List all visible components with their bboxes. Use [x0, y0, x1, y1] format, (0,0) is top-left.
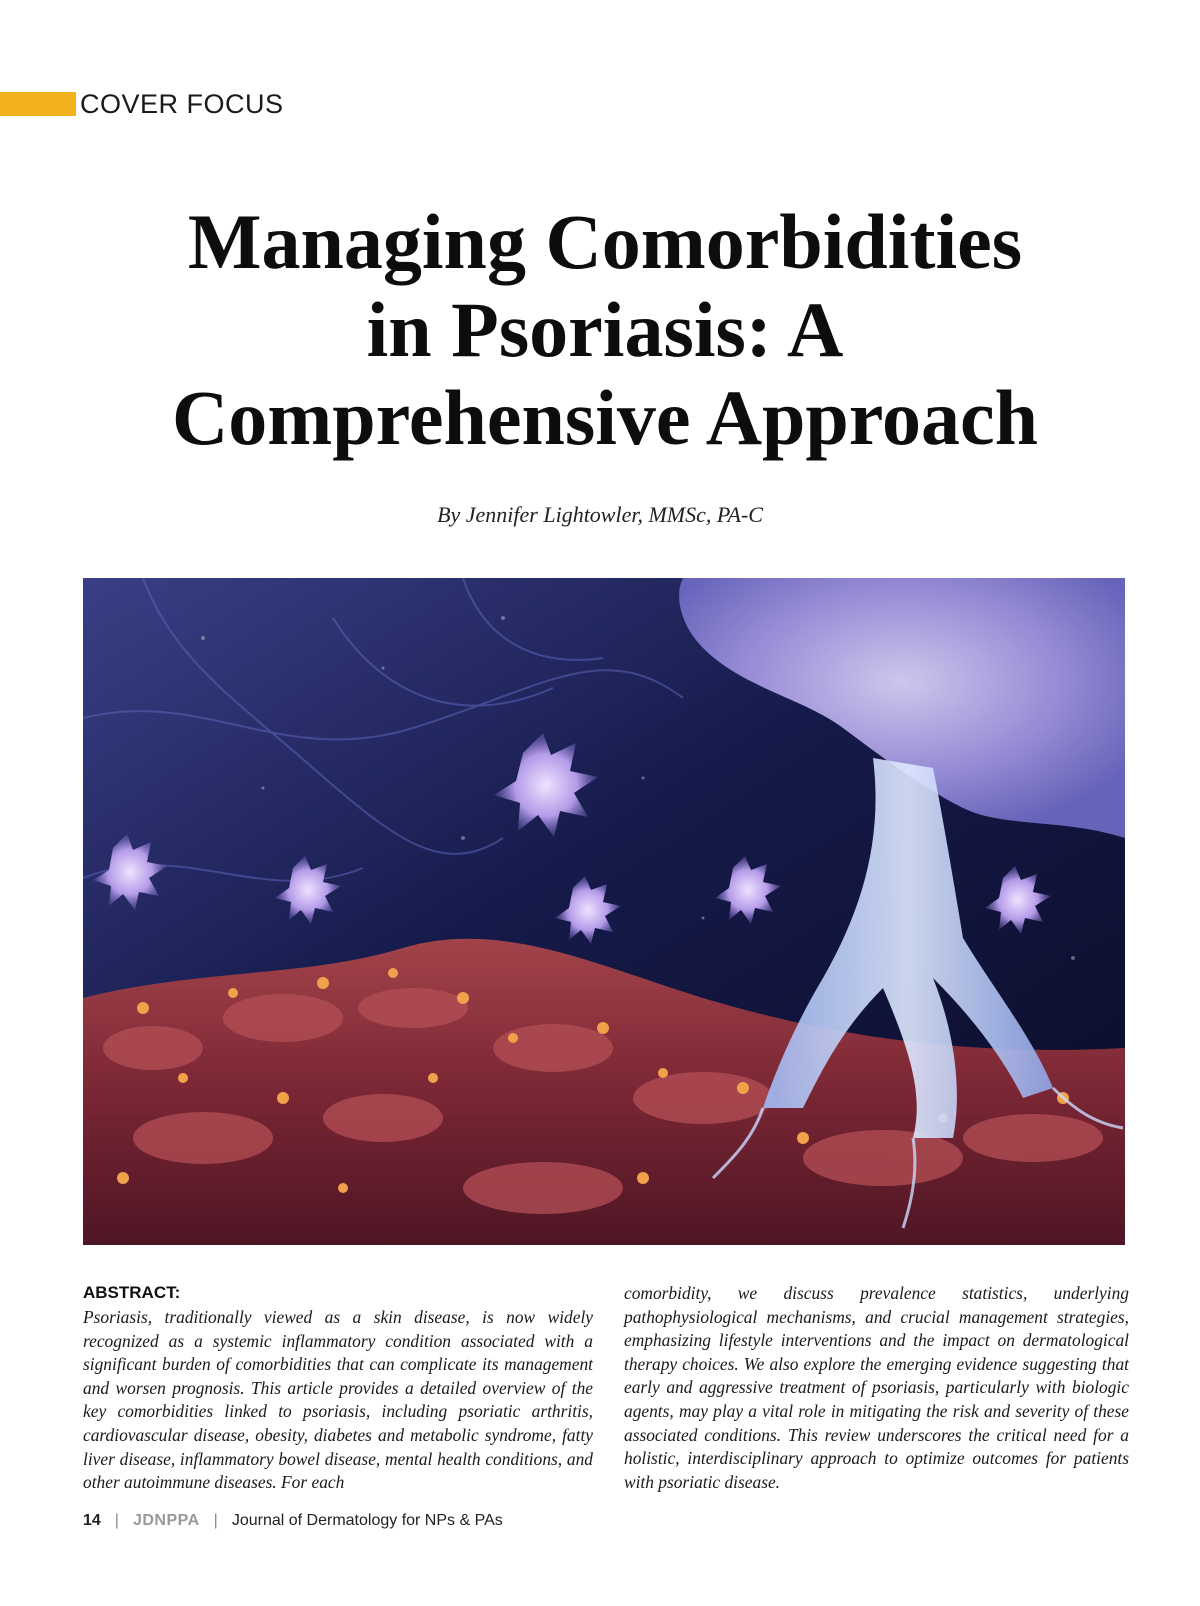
journal-abbreviation: JDNPPA: [132, 1512, 200, 1529]
page-footer: [83, 1512, 503, 1530]
title-line: Comprehensive Approach: [171, 374, 1039, 461]
hero-image: [83, 578, 1125, 1245]
journal-name: Journal of Dermatology for NPs & PAs: [231, 1512, 503, 1529]
hero-illustration: [83, 578, 1125, 1245]
section-label: COVER FOCUS: [80, 89, 284, 119]
title-line: Managing Comorbidities: [187, 198, 1023, 285]
section-accent-bar: [0, 92, 76, 116]
article-byline: By Jennifer Lightowler, MMSc, PA-C: [437, 502, 763, 527]
footer-separator: |: [213, 1512, 218, 1529]
title-line: in Psoriasis: A: [366, 286, 844, 373]
abstract-column-left: [83, 1282, 593, 1495]
footer-separator: |: [114, 1512, 119, 1529]
abstract-heading: ABSTRACT:: [83, 1283, 181, 1302]
abstract-text: Psoriasis, traditionally viewed as a skin disease, is now widely recognized as a systemic inflammatory condition associated with a significant burden of comorbidities that can complicate its management and worsen prognosis. This article provides a detailed overview of the key comorbidities linked to psoriasis, including psoriatic arthritis, cardiovascular disease, obesity, diabetes and metabolic syndrome, fatty liver disease, inflammatory bowel disease, mental health conditions, and other autoimmune diseases. For each: [83, 1307, 593, 1493]
abstract-column-right: [624, 1282, 1129, 1494]
abstract-text-continued: comorbidity, we discuss prevalence statistics, underlying pathophysiological mechanisms, and crucial management strategies, emphasizing lifestyle interventions and the impact on dermatological therapy choices. We also explore the emerging evidence suggesting that early and aggressive treatment of psoriasis, particularly with biologic agents, may play a vital role in mitigating the risk and severity of these associated conditions. This review underscores the critical need for a holistic, interdisciplinary approach to optimize outcomes for patients with psoriatic disease.: [624, 1283, 1129, 1492]
article-title: [60, 198, 1150, 462]
page-number: 14: [83, 1512, 101, 1529]
